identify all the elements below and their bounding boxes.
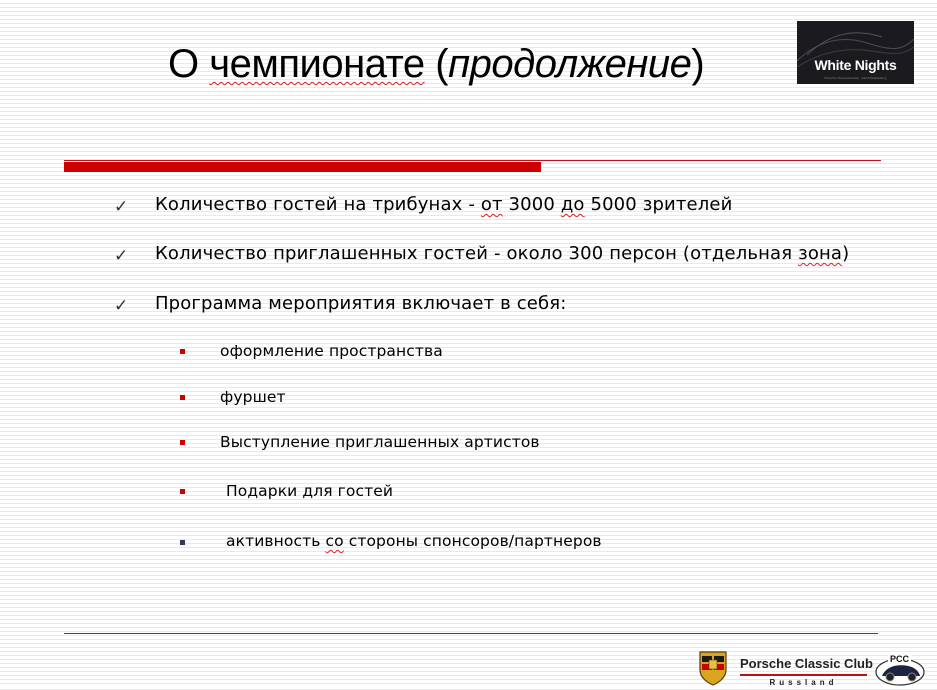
club-name: Porsche Classic Club bbox=[740, 656, 873, 671]
club-name-underline bbox=[740, 674, 867, 676]
slide-title bbox=[168, 38, 704, 90]
main-item-text: Количество гостей на трибунах - от 3000 до 5000 зрителей bbox=[155, 194, 733, 215]
footer-divider-line bbox=[64, 633, 878, 634]
check-icon: ✓ bbox=[114, 246, 129, 266]
main-item-text: Количество приглашенных гостей - около 300 персон (отдельная зона) bbox=[155, 243, 850, 264]
title-close-paren: ) bbox=[691, 42, 705, 86]
sub-item-text: фуршет bbox=[220, 388, 286, 406]
square-bullet-icon bbox=[180, 489, 185, 494]
pcc-badge bbox=[874, 652, 926, 686]
sub-item-text: оформление пространства bbox=[220, 342, 443, 360]
title-open-paren: ( bbox=[424, 42, 449, 86]
logo-hills-icon bbox=[797, 21, 914, 84]
badge-text: PCC bbox=[890, 654, 910, 664]
check-icon: ✓ bbox=[114, 197, 129, 217]
square-bullet-icon bbox=[180, 395, 185, 400]
logo-text: White Nights bbox=[814, 57, 897, 73]
title-italic-word: продолжение bbox=[448, 42, 692, 86]
square-bullet-icon bbox=[180, 440, 185, 445]
club-country: Russland bbox=[769, 678, 838, 687]
title-word: чемпионате bbox=[209, 42, 425, 86]
header-divider-line bbox=[64, 160, 881, 161]
white-nights-logo bbox=[797, 21, 914, 84]
sub-item-text: Выступление приглашенных артистов bbox=[220, 433, 540, 451]
sub-item-text: активность со стороны спонсоров/партнеров bbox=[221, 532, 602, 550]
title-prefix: О bbox=[168, 42, 210, 86]
check-icon: ✓ bbox=[114, 296, 129, 316]
header-red-bar bbox=[64, 162, 541, 172]
logo-subtext: Porsche Championship · Saint-Petersburg bbox=[824, 76, 887, 80]
porsche-crest-icon bbox=[698, 650, 728, 686]
sub-item-text: Подарки для гостей bbox=[221, 482, 394, 500]
main-item-text: Программа мероприятия включает в себя: bbox=[155, 293, 567, 314]
square-bullet-icon bbox=[180, 349, 185, 354]
square-bullet-icon bbox=[180, 540, 185, 545]
